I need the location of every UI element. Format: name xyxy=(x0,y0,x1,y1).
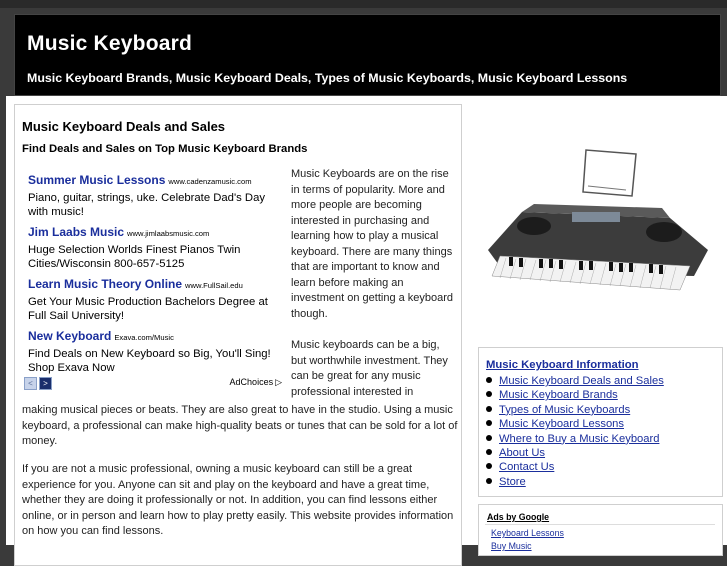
sidebar-link-store[interactable]: Store xyxy=(499,475,526,488)
ad-item xyxy=(28,225,280,271)
ad-item xyxy=(28,329,280,375)
ad-description: Find Deals on New Keyboard so Big, You'll Sing! Shop Exava Now xyxy=(28,348,271,374)
google-ads-widget xyxy=(478,504,723,556)
list-item xyxy=(486,403,664,417)
list-item xyxy=(486,446,664,460)
ad-block xyxy=(22,169,282,389)
sidebar-link-types[interactable]: Types of Music Keyboards xyxy=(499,403,631,416)
site-tagline: Music Keyboard Brands, Music Keyboard Deals, Types of Music Keyboards, Music Keyboard Lessons xyxy=(27,71,628,85)
bullet-icon xyxy=(486,406,492,412)
investment-paragraph-continued: making musical pieces or beats. They are also great to have in the studio. Using a music keyboard, a professional can make high-quality beats or tunes that can be sold for a lot of money. xyxy=(22,404,458,447)
ads-by-google-label[interactable]: Ads by Google xyxy=(487,512,550,522)
list-item xyxy=(486,475,664,489)
bullet-icon xyxy=(486,463,492,469)
page-heading: Music Keyboard Deals and Sales xyxy=(22,119,226,134)
bullet-icon xyxy=(486,478,492,484)
ad-url[interactable]: www.cadenzamusic.com xyxy=(168,177,252,186)
adchoices-icon: ▷ xyxy=(275,377,282,387)
ad-next-button[interactable]: > xyxy=(39,377,52,390)
info-link-list xyxy=(486,374,664,489)
ad-url[interactable]: www.jimlaabsmusic.com xyxy=(127,229,210,238)
ad-item xyxy=(28,173,280,219)
ad-description: Piano, guitar, strings, uke. Celebrate Dad's Day with music! xyxy=(28,192,266,218)
ad-item xyxy=(28,277,280,323)
bullet-icon xyxy=(486,420,492,426)
sidebar-link-contact[interactable]: Contact Us xyxy=(499,461,555,474)
ad-navigation xyxy=(24,377,284,391)
ad-title-link[interactable]: Learn Music Theory Online xyxy=(28,277,183,291)
page-body xyxy=(6,96,727,551)
list-item xyxy=(486,432,664,446)
ad-url[interactable]: www.FullSail.edu xyxy=(185,281,243,290)
sidebar-link-deals[interactable]: Music Keyboard Deals and Sales xyxy=(499,375,664,387)
bullet-icon xyxy=(486,435,492,441)
sidebar-link-lessons[interactable]: Music Keyboard Lessons xyxy=(499,418,624,431)
sidebar-link-about[interactable]: About Us xyxy=(499,447,546,460)
bullet-icon xyxy=(486,391,492,397)
google-ad-link[interactable]: Buy Music xyxy=(491,541,532,551)
ad-url[interactable]: Exava.com/Music xyxy=(114,333,174,342)
ad-description: Get Your Music Production Bachelors Degree at Full Sail University! xyxy=(28,296,268,322)
info-widget-title[interactable]: Music Keyboard Information xyxy=(486,359,639,371)
ad-title-link[interactable]: Summer Music Lessons xyxy=(28,173,166,187)
info-widget xyxy=(478,347,723,497)
list-item xyxy=(486,417,664,431)
main-content xyxy=(14,104,462,566)
bullet-icon xyxy=(486,449,492,455)
ad-description: Huge Selection Worlds Finest Pianos Twin Cities/Wisconsin 800-657-5125 xyxy=(28,244,241,270)
ad-prev-button[interactable]: < xyxy=(24,377,37,390)
site-title[interactable]: Music Keyboard xyxy=(27,32,193,55)
list-item xyxy=(486,388,664,402)
list-item xyxy=(486,460,664,474)
intro-paragraph: Music Keyboards are on the rise in terms of popularity. More and more people are becoming interested in purchasing and learning how to play a musical keyboard. There are many things that are important to know and learn before making an investment on getting a keyboard though. xyxy=(291,168,454,320)
top-strip xyxy=(0,0,727,8)
investment-paragraph: Music keyboards can be a big, but worthwhile investment. They can be great for any music professional interested in xyxy=(291,339,448,398)
keyboard-image xyxy=(476,148,716,308)
bullet-icon xyxy=(486,377,492,383)
page-subheading: Find Deals and Sales on Top Music Keyboard Brands xyxy=(22,143,308,155)
google-ad-link[interactable]: Keyboard Lessons xyxy=(491,528,564,538)
ad-title-link[interactable]: Jim Laabs Music xyxy=(28,225,125,239)
non-professional-paragraph: If you are not a music professional, owning a music keyboard can still be a great experience for you. Anyone can sit and play on the keyboard and have a great time, whether they are doing it professionally or not. In addition, you can find lessons either online, or in person and learn how to play pretty easily. This website provides information on how you can find lessons. xyxy=(22,463,454,537)
site-header xyxy=(14,14,721,96)
sidebar-link-brands[interactable]: Music Keyboard Brands xyxy=(499,389,618,402)
list-item xyxy=(486,374,664,388)
ad-title-link[interactable]: New Keyboard xyxy=(28,329,112,343)
adchoices-label: AdChoices xyxy=(229,377,274,387)
sidebar-link-where-to-buy[interactable]: Where to Buy a Music Keyboard xyxy=(499,432,660,445)
adchoices-link[interactable] xyxy=(230,377,282,388)
divider xyxy=(485,524,715,525)
